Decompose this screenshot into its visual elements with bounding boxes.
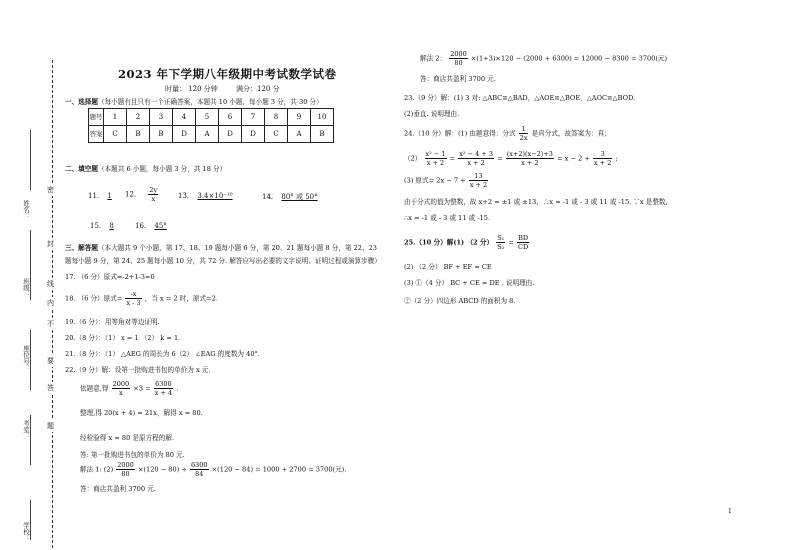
q11-number: 11.	[88, 192, 100, 200]
q14-number: 14.	[262, 193, 274, 201]
q22-eq-prefix: 依题意,得	[80, 384, 109, 393]
q18-suffix: ，当 x = 2 时，原式=2.	[144, 294, 218, 303]
q15-answer: 8	[109, 222, 114, 230]
q24-p2-fraction-4-den: x + 2	[594, 159, 612, 167]
question-number: 3	[150, 109, 173, 126]
binding-char: 不	[47, 320, 54, 328]
q13-answer: 3.4×10⁻¹⁰	[197, 192, 233, 200]
answer-cell: C	[265, 126, 288, 143]
question-number: 9	[288, 109, 311, 126]
q24-p3-fraction-den: x + 2	[469, 181, 488, 189]
page-number: 1	[728, 508, 732, 515]
q22-fraction-2-den: x + 4	[154, 389, 173, 397]
answer-row-header: 答案	[89, 126, 104, 143]
q15	[90, 222, 114, 230]
answer-cell: D	[242, 126, 265, 143]
q24-p2-eq-1: =	[449, 154, 456, 163]
q13	[178, 192, 233, 200]
section2-heading: 二、填空题	[65, 165, 98, 173]
q25-p1-fraction-1-den: S₂	[497, 243, 505, 251]
section1-heading: 一、选择题	[65, 98, 98, 106]
q22-answer-1: 答: 第一批购进书包的单价为 80 元.	[80, 451, 185, 459]
q24-p1-fraction	[519, 125, 529, 142]
q22-fraction-2-num: 6300	[155, 380, 172, 388]
q24-p3-prefix: (3) 原式= 2x − 7 +	[404, 176, 466, 185]
q18-denominator: x - 3	[126, 299, 141, 307]
q24-p2-eq-3: = x − 2 +	[557, 154, 590, 163]
m2-answer: 答：商店共盈利 3700 元.	[420, 75, 496, 83]
q24-p2-fraction-1-den: x + 2	[426, 159, 445, 167]
q22-m1-fraction-2	[190, 461, 209, 478]
question-number: 5	[196, 109, 219, 126]
binding-char: 要	[47, 357, 54, 365]
question-number: 6	[219, 109, 242, 126]
q22-method-1	[80, 461, 346, 478]
q24-p2-fraction-3-num: (x+2)(x−2)+3	[506, 150, 553, 158]
q20-answer: 20.（8 分）：（1） x = 1 （2） k = 1.	[65, 334, 181, 342]
q22-fraction-1	[112, 380, 131, 397]
q22-equation	[80, 380, 178, 397]
q11-answer: 1	[107, 192, 112, 200]
q12	[125, 186, 159, 203]
q17-answer: 17. （6 分）原式=-2+1-3=0	[65, 273, 155, 281]
q24-p1-prefix: 24.（10 分）解：(1) 由题意得：分式	[404, 129, 516, 138]
q22-m1-mid: ×(120 − 80) +	[137, 465, 187, 474]
q22-m1-fraction-1-den: 80	[121, 470, 130, 478]
q24-conclusion-1: 由于分式的值为整数，故 x+2 = ±1 或 ±13，∴x = -1 或 - 3 或 11 或 -15. ∵x 是整数,	[404, 198, 668, 206]
name-fill-line	[30, 130, 31, 190]
q11	[88, 192, 112, 200]
section3-note-2: 题每小题 9 分，第 24、25 题每小题 10 分，共 72 分. 解答应写出必要的文字说明、证明过程或演算步骤）	[65, 257, 381, 265]
q22-fraction-1-num: 2000	[112, 380, 130, 388]
q19-answer: 19.（6 分）：用等角对等边证明.	[65, 318, 160, 326]
q14-answer: 80° 或 50°	[281, 193, 318, 201]
q12-denominator: x	[151, 195, 156, 203]
number-row	[89, 109, 334, 126]
section3-heading: 三、解答题	[65, 244, 98, 252]
m2-fraction	[449, 50, 468, 67]
q18-fraction	[125, 290, 141, 307]
answer-cell: B	[150, 126, 173, 143]
exam-time: 时量： 120 分钟	[165, 85, 218, 93]
section3-note-1: （本大题共 9 个小题，第 17、18、19 题每小题 6 分，第 20、21 题每小题 8 分，第 22、23	[97, 244, 377, 252]
q18-numerator: -x	[125, 290, 141, 299]
q13-number: 13.	[178, 192, 190, 200]
q25-part2: (2) （2 分） BF + EF = CE	[404, 263, 492, 271]
binding-char: 内	[47, 299, 54, 307]
q25-p1-eq: =	[508, 238, 514, 247]
question-number: 7	[242, 109, 265, 126]
q22-m1-fraction-2-den: 84	[195, 470, 204, 478]
q22-answer: 22.（9 分）解：设第一批购进书包的单价为 x 元.	[65, 366, 211, 374]
q16	[135, 222, 167, 230]
q22-m1-fraction-1-num: 2000	[117, 461, 134, 469]
q22-eq-end: .	[176, 384, 179, 393]
answer-row	[89, 126, 334, 143]
binding-char: 封	[47, 240, 54, 248]
question-number: 2	[127, 109, 150, 126]
q25-p1-fraction-1	[496, 234, 505, 251]
q22-m1-end: ×(120 − 84) = 1000 + 2700 = 3700(元).	[211, 465, 347, 474]
q23-part2: (2)垂直. 说明理由.	[404, 110, 460, 118]
q22-fraction-1-den: x	[119, 389, 123, 397]
q25-p1-fraction-2-den: CD	[518, 243, 529, 251]
q25-part1	[404, 234, 530, 251]
q24-p2-prefix: （2）	[404, 154, 422, 163]
section1-heading-line	[65, 96, 323, 106]
q22-check: 经检验得 x = 80 是原方程的解.	[80, 434, 175, 442]
section2-heading-line	[65, 163, 226, 173]
q12-numerator: 2y	[149, 186, 158, 194]
q22-m1-fraction-2-num: 6300	[191, 461, 208, 469]
q24-p2-fraction-1-num: x² − 1	[425, 150, 446, 158]
q25-part4: ②（2 分）四边形 ABCD 的面积为 8.	[404, 297, 516, 305]
q24-p3-fraction-num: 13	[469, 172, 488, 181]
answer-cell: C	[104, 126, 127, 143]
answer-cell: B	[127, 126, 150, 143]
name-label: 姓名：	[22, 200, 30, 220]
m2-fraction-num: 2000	[450, 50, 467, 58]
q25-p1-fraction-2-num: BD	[518, 234, 529, 242]
q25-p1-fraction-1-num: S₁	[497, 234, 505, 242]
q24-p2-fraction-1	[425, 150, 447, 167]
q24-p1-fraction-den: 2x	[519, 134, 528, 142]
q18-prefix: 18. （6 分）原式=	[65, 294, 123, 303]
q24-p2-eq-2: =	[497, 154, 503, 163]
binding-char: 答	[47, 384, 54, 392]
q24-p2-end: ;	[615, 154, 618, 163]
section2-note: （本题共 6 小题，每小题 3 分，共 18 分）	[97, 165, 227, 173]
answer-cell: B	[311, 126, 334, 143]
q24-part3	[404, 172, 489, 189]
school-label: 学校：	[22, 522, 30, 542]
q25-p1-prefix: 25.（10 分）解(1) （2 分）	[404, 238, 494, 247]
class-label: 班级：	[22, 278, 30, 298]
q12-answer-fraction	[148, 186, 158, 203]
section1-note: （每小题有且只有一个正确答案，本题共 10 小题，每小题 3 分，共 30 分）	[97, 98, 323, 106]
q24-p2-fraction-2-den: x + 2	[467, 159, 485, 167]
q24-p2-fraction-3	[506, 150, 554, 167]
question-number: 8	[265, 109, 288, 126]
binding-char: 题	[47, 422, 54, 430]
q24-p2-fraction-2-num: x² − 4 + 3	[459, 150, 493, 158]
question-number: 1	[104, 109, 127, 126]
answer-cell: A	[196, 126, 219, 143]
m2-fraction-den: 80	[454, 59, 463, 67]
section3-heading-line	[65, 242, 377, 252]
q24-conclusion-2: ∴x = -1 或 - 3 或 11 或 -15.	[404, 214, 491, 222]
m2-prefix: 解法 2：	[420, 54, 447, 63]
q25-part3: (3) ①（4 分） BC + CE = DE . 说明理由.	[404, 279, 535, 287]
q12-number: 12.	[125, 190, 137, 199]
answer-table	[88, 108, 334, 143]
question-number: 10	[311, 109, 334, 126]
q22-fraction-2	[154, 380, 173, 397]
q24-part2	[404, 150, 618, 167]
binding-char: 密	[47, 186, 54, 194]
q21-answer: 21.（8 分）：（1） △AEG 的周长为 6（2） ∠EAG 的度数为 40°.	[65, 350, 260, 358]
q24-part1	[404, 125, 611, 142]
q16-number: 16.	[135, 222, 147, 230]
q23-answer: 23.（9 分）解：(1) 3 对: △ABC≌△BAD，△AOE≌△BOE，△AOC≌△BOD.	[404, 94, 636, 102]
q14	[262, 192, 318, 202]
binding-char: 线	[47, 280, 54, 288]
q16-answer: 45°	[154, 222, 167, 230]
room-label: 考室：	[22, 420, 30, 440]
seat-label: 座位号：	[22, 345, 30, 371]
q24-p1-fraction-num: 1	[519, 125, 529, 134]
q22-m1-prefix: 解法 1: (2)	[80, 465, 114, 474]
q24-p1-suffix: 是真分式，故答案为：真；	[531, 129, 611, 138]
q15-number: 15.	[90, 222, 102, 230]
q22-simplify: 整理,得 20(x + 4) = 21x，解得 x = 80.	[80, 409, 203, 417]
answer-cell: D	[173, 126, 196, 143]
q22-eq-mid: ×3 =	[133, 384, 151, 393]
answer-cell: D	[219, 126, 242, 143]
exam-score: 满分：120 分	[236, 85, 280, 93]
q24-p2-fraction-4-num: 3	[593, 150, 612, 159]
q24-p3-fraction	[469, 172, 488, 189]
q24-p2-fraction-2	[458, 150, 494, 167]
number-row-header: 题号	[89, 109, 104, 126]
q22-m1-fraction-1	[116, 461, 135, 478]
q24-p2-fraction-3-den: x + 2	[521, 159, 539, 167]
q22-method-2	[420, 50, 667, 67]
q18-answer	[65, 290, 218, 307]
m2-expression: ×(1+3)×120 − (2000 + 6300) = 12000 − 8300 = 3700(元)	[470, 54, 668, 63]
answer-cell: A	[288, 126, 311, 143]
q24-p2-fraction-4	[593, 150, 612, 167]
q25-p1-fraction-2	[517, 234, 529, 251]
question-number: 4	[173, 109, 196, 126]
page-title: 2023 年下学期八年级期中考试数学试卷	[118, 67, 337, 81]
q22-answer-2: 答：商店共盈利 3700 元.	[80, 485, 156, 493]
